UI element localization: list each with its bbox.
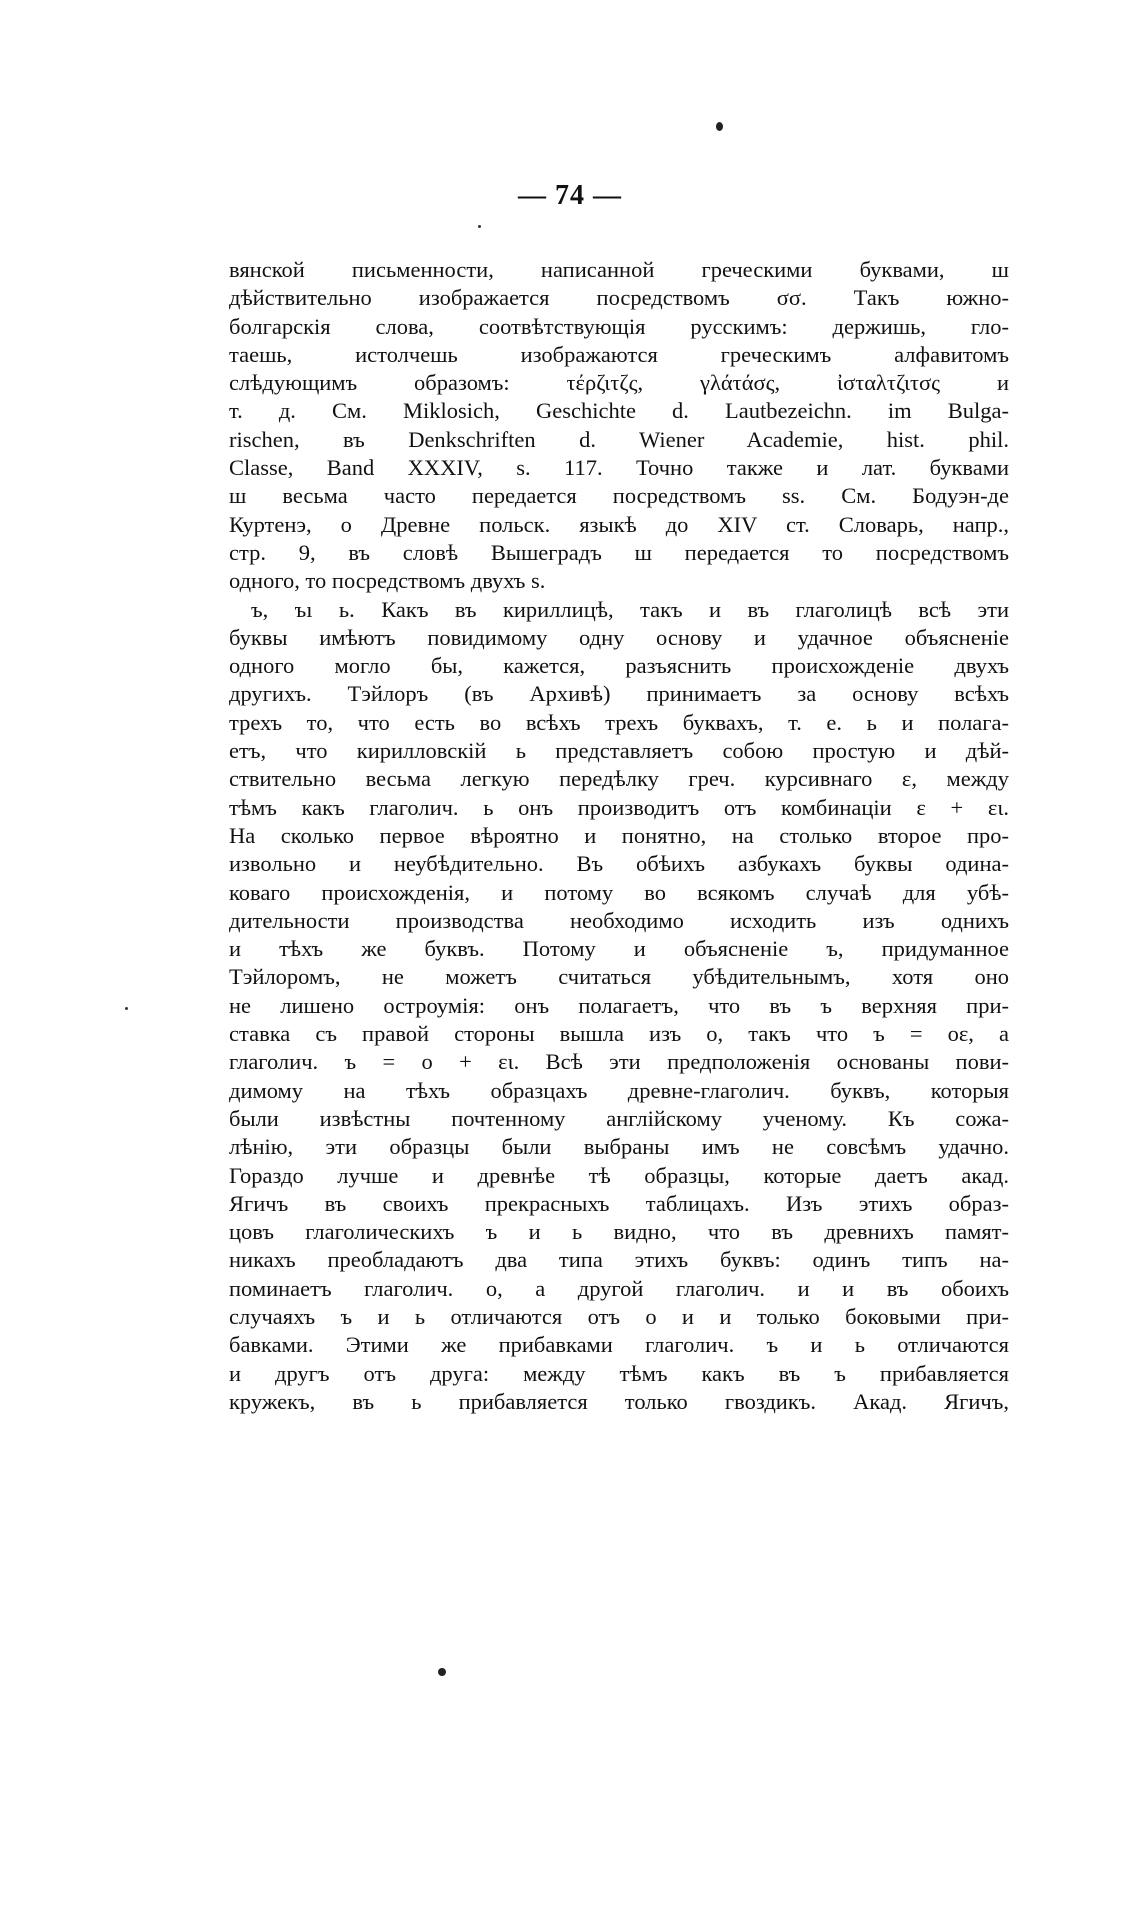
text-line: Куртенэ, о Древне польск. языкѣ до XIV ст. Словарь, напр., <box>229 511 1009 537</box>
text-line: никахъ преобладаютъ два типа этихъ буквъ: одинъ типъ на- <box>229 1247 1009 1273</box>
text-line: вянской письменности, написанной греческими буквами, ш <box>229 257 1009 282</box>
text-line: болгарскія слова, соотвѣтствующія русскимъ: держишь, гло- <box>229 313 1009 339</box>
ink-speck <box>478 225 481 228</box>
text-line: коваго происхожденія, и потому во всякомъ случаѣ для убѣ- <box>229 879 1009 905</box>
text-line: кружекъ, въ ь прибавляется только гвоздикъ. Акад. Ягичъ, <box>229 1388 1009 1414</box>
text-line: были извѣстны почтенному англійскому ученому. Къ сожа- <box>229 1105 1009 1131</box>
body-text <box>229 256 1009 1416</box>
text-line: цовъ глаголическихъ ъ и ь видно, что въ древнихъ памят- <box>229 1219 1009 1245</box>
text-line: На сколько первое вѣроятно и понятно, на столько второе про- <box>229 822 1009 848</box>
text-line: тѣмъ какъ глаголич. ь онъ производитъ отъ комбинаціи ε + ει. <box>229 794 1009 820</box>
ink-speck <box>125 1007 128 1010</box>
text-line: ствительно весьма легкую передѣлку греч. курсивнаго ε, между <box>229 766 1009 792</box>
text-line: rischen, въ Denkschriften d. Wiener Academie, hist. phil. <box>229 426 1009 452</box>
text-line: Ягичъ въ своихъ прекрасныхъ таблицахъ. Изъ этихъ образ- <box>229 1190 1009 1216</box>
text-line: случаяхъ ъ и ь отличаются отъ о и и только боковыми при- <box>229 1303 1009 1329</box>
text-line: бавками. Этими же прибавками глаголич. ъ и ь отличаются <box>229 1332 1009 1358</box>
text-line: дительности производства необходимо исходить изъ однихъ <box>229 907 1009 933</box>
text-line: извольно и неубѣдительно. Въ обѣихъ азбукахъ буквы одина- <box>229 851 1009 877</box>
page-number: — 74 — <box>518 180 622 211</box>
text-line: другихъ. Тэйлоръ (въ Архивѣ) принимаетъ за основу всѣхъ <box>229 681 1009 707</box>
text-line: стр. 9, въ словѣ Вышеградъ ш передается то посредствомъ <box>229 539 1009 565</box>
text-line: трехъ то, что есть во всѣхъ трехъ буквахъ, т. е. ь и полага- <box>229 709 1009 735</box>
text-line: таешь, истолчешь изображаются греческимъ алфавитомъ <box>229 341 1009 367</box>
text-line: ставка съ правой стороны вышла изъ о, такъ что ъ = оε, а <box>229 1021 1009 1047</box>
text-line: и тѣхъ же буквъ. Потому и объясненіе ъ, придуманное <box>229 936 1009 962</box>
text-line: Classe, Band XXXIV, s. 117. Точно также и лат. буквами <box>229 455 1009 481</box>
text-line: лѣнію, эти образцы были выбраны имъ не совсѣмъ удачно. <box>229 1134 1009 1160</box>
text-line: Тэйлоромъ, не можетъ считаться убѣдительнымъ, хотя оно <box>229 964 1009 990</box>
text-line: ъ, ъı ь. Какъ въ кириллицѣ, такъ и въ глаголицѣ всѣ эти <box>251 596 1009 622</box>
text-line: одного могло бы, кажется, разъяснить происхожденіе двухъ <box>229 653 1009 679</box>
text-line: етъ, что кирилловскій ь представляетъ собою простую и дѣй- <box>229 738 1009 764</box>
text-line: буквы имѣютъ повидимому одну основу и удачное объясненіе <box>229 624 1009 650</box>
text-line: одного, то посредствомъ двухъ s. <box>229 568 546 594</box>
text-line: глаголич. ъ = о + ει. Всѣ эти предположенія основаны пови- <box>229 1049 1009 1075</box>
text-line: и другъ отъ друга: между тѣмъ какъ въ ъ прибавляется <box>229 1360 1009 1386</box>
text-line: Гораздо лучше и древнѣе тѣ образцы, которые даетъ акад. <box>229 1162 1009 1188</box>
text-line: т. д. См. Miklosich, Geschichte d. Lautbezeichn. im Bulga- <box>229 398 1009 424</box>
text-line: димому на тѣхъ образцахъ древне-глаголич. буквъ, которыя <box>229 1077 1009 1103</box>
text-line: дѣйствительно изображается посредствомъ σσ. Такъ южно- <box>229 285 1009 311</box>
ink-speck <box>438 1668 446 1676</box>
ink-speck <box>716 122 723 131</box>
text-line: слѣдующимъ образомъ: τέρζιτζς, γλάτάσς, ἰσταλτζιτσς и <box>229 370 1009 396</box>
text-line: поминаетъ глаголич. о, а другой глаголич. и и въ обоихъ <box>229 1275 1009 1301</box>
text-line: не лишено остроумія: онъ полагаетъ, что въ ъ верхняя при- <box>229 992 1009 1018</box>
text-line: ш весьма часто передается посредствомъ ss. См. Бодуэн-де <box>229 483 1009 509</box>
